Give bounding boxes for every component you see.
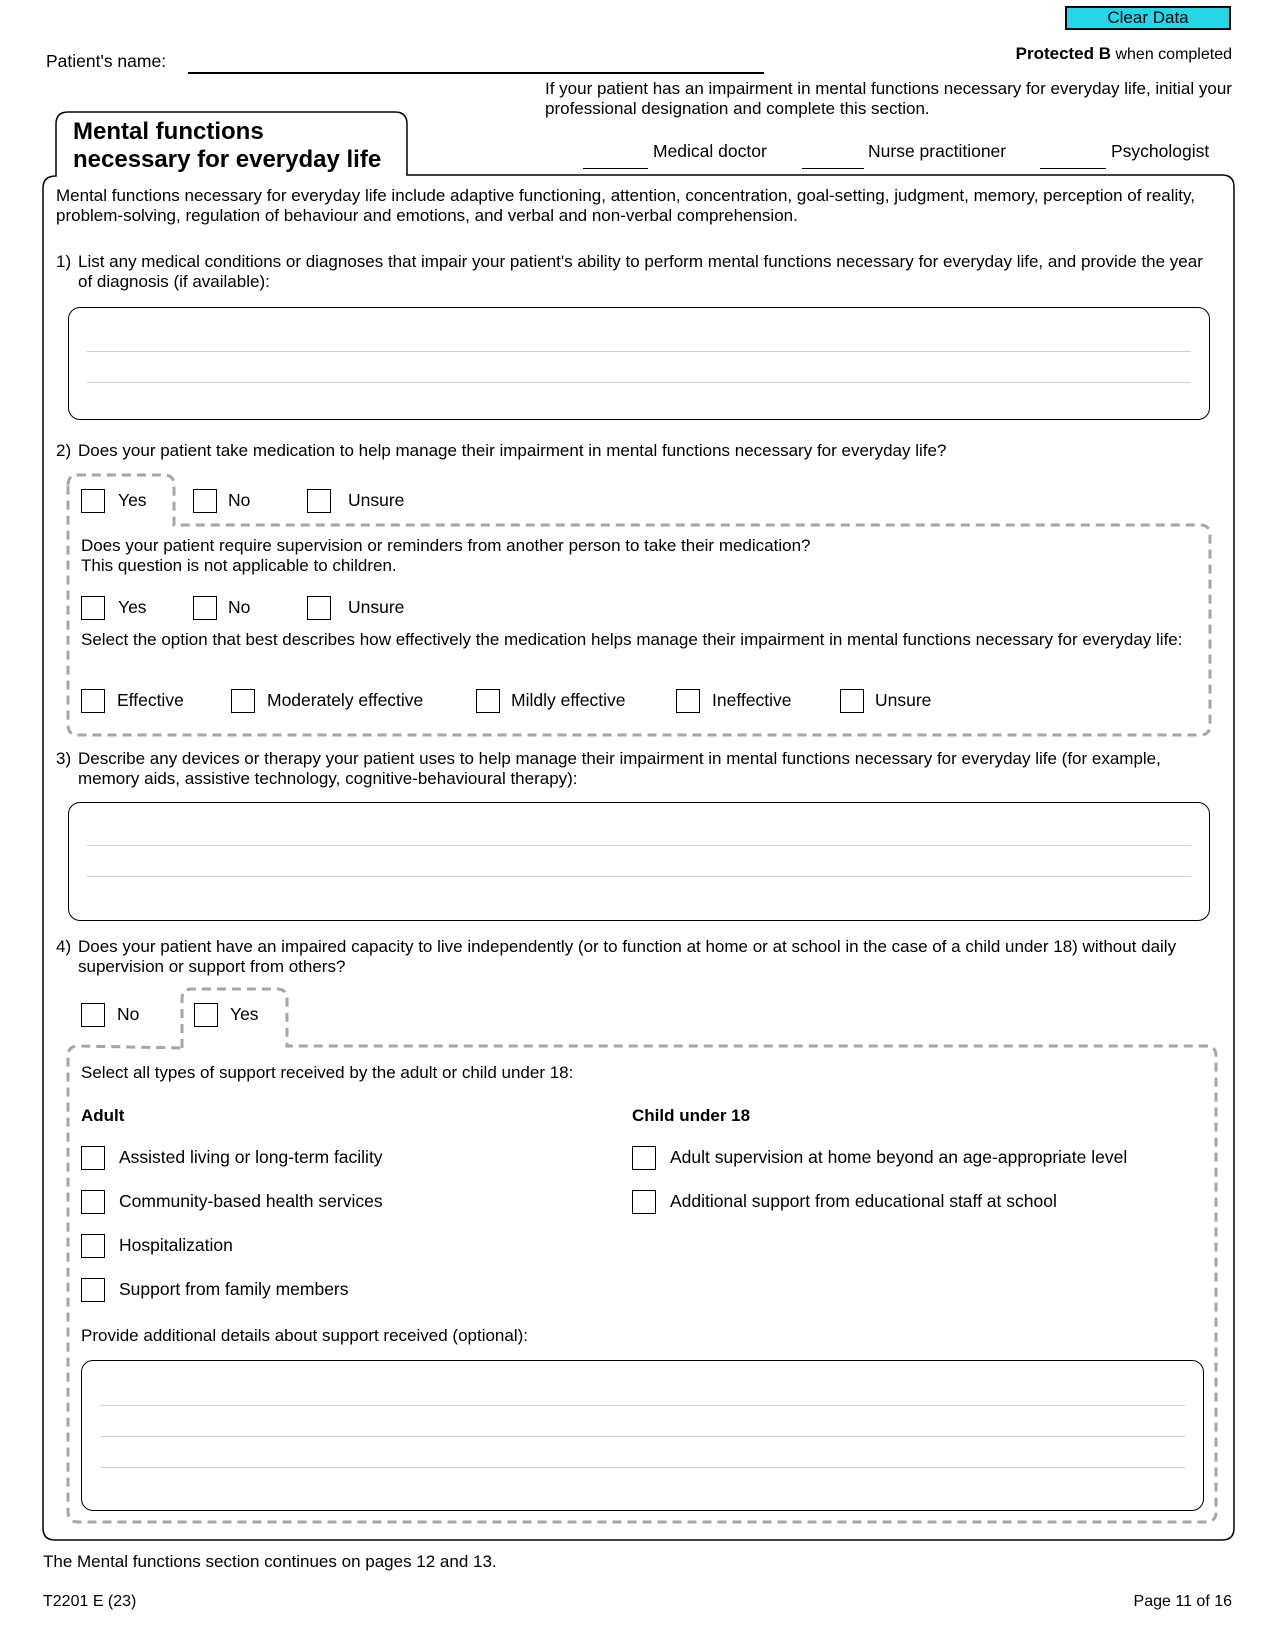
- q3-number: 3): [56, 749, 72, 768]
- q2-sub1-unsure-label: Unsure: [348, 597, 405, 617]
- q4-child-educational-support-checkbox[interactable]: [632, 1190, 656, 1214]
- q2-moderately-effective-label: Moderately effective: [267, 690, 424, 710]
- designation-initial-medical-doctor[interactable]: [583, 168, 648, 169]
- q2-sub2-unsure-checkbox[interactable]: [840, 689, 864, 713]
- q4-no-checkbox[interactable]: [81, 1003, 105, 1027]
- q2-sub1-no-label: No: [228, 597, 251, 617]
- q4-child-heading: Child under 18: [632, 1106, 751, 1125]
- protected-b-suffix: when completed: [1111, 46, 1232, 63]
- q4-adult-community-health-checkbox[interactable]: [81, 1190, 105, 1214]
- q2-sub1-unsure-checkbox[interactable]: [307, 596, 331, 620]
- q2-effective-label: Effective: [117, 690, 184, 710]
- q2-sub1-line1: Does your patient require supervision or reminders from another person to take their medication?: [81, 536, 811, 555]
- q3-text: Describe any devices or therapy your patient uses to help manage their impairment in mental functions necessary for everyday life (for example, memory aids, assistive technology, cognitive-behavioural therapy):: [78, 749, 1161, 788]
- patient-name-label: Patient's name:: [46, 51, 167, 71]
- q4-details-textarea[interactable]: [81, 1360, 1204, 1511]
- q3-textarea[interactable]: [68, 802, 1210, 921]
- q4-adult-hospitalization-label: Hospitalization: [119, 1235, 233, 1255]
- q2-text: Does your patient take medication to help manage their impairment in mental functions necessary for everyday life?: [78, 441, 947, 460]
- q4-yes-label: Yes: [230, 1004, 259, 1024]
- q4-number: 4): [56, 937, 72, 956]
- protected-b-label: Protected B: [1015, 44, 1112, 63]
- q2-mildly-effective-label: Mildly effective: [511, 690, 626, 710]
- q4-adult-assisted-living-checkbox[interactable]: [81, 1146, 105, 1170]
- section-intro: Mental functions necessary for everyday life include adaptive functioning, attention, concentration, goal-setting, judgment, memory, perception of reality, problem-solving, regulation of behaviour and emotions, and verbal and non-verbal comprehension.: [56, 186, 1195, 225]
- q1-number: 1): [56, 252, 72, 271]
- q2-sub1-line2: This question is not applicable to children.: [81, 556, 397, 575]
- q2-sub1-yes-label: Yes: [118, 597, 147, 617]
- q2-no-label: No: [228, 490, 251, 510]
- q2-sub2-unsure-label: Unsure: [875, 690, 932, 710]
- designation-psychologist: Psychologist: [1111, 141, 1210, 161]
- q2-effective-checkbox[interactable]: [81, 689, 105, 713]
- q2-no-checkbox[interactable]: [193, 489, 217, 513]
- page-number: Page 11 of 16: [1133, 1593, 1232, 1610]
- designation-initial-nurse-practitioner[interactable]: [802, 168, 864, 169]
- q4-child-educational-support-label: Additional support from educational staff at school: [670, 1191, 1057, 1211]
- q2-yes-label: Yes: [118, 490, 147, 510]
- designation-initial-psychologist[interactable]: [1040, 168, 1106, 169]
- q4-adult-family-support-label: Support from family members: [119, 1279, 349, 1299]
- q2-moderately-effective-checkbox[interactable]: [231, 689, 255, 713]
- q4-adult-community-health-label: Community-based health services: [119, 1191, 383, 1211]
- continues-note: The Mental functions section continues on pages 12 and 13.: [43, 1552, 497, 1571]
- form-id: T2201 E (23): [43, 1593, 137, 1610]
- q4-yes-checkbox[interactable]: [194, 1003, 218, 1027]
- q1-text: List any medical conditions or diagnoses that impair your patient's ability to perform mental functions necessary for everyday life, and provide the year of diagnosis (if available):: [78, 252, 1203, 291]
- q4-adult-assisted-living-label: Assisted living or long-term facility: [119, 1147, 383, 1167]
- q4-details-prompt: Provide additional details about support received (optional):: [81, 1326, 528, 1345]
- q4-text: Does your patient have an impaired capacity to live independently (or to function at home or at school in the case of a child under 18) without daily supervision or support from others?: [78, 937, 1177, 976]
- q4-support-prompt: Select all types of support received by the adult or child under 18:: [81, 1063, 574, 1082]
- q2-sub1-text: [81, 536, 810, 576]
- q2-sub1-yes-checkbox[interactable]: [81, 596, 105, 620]
- section-title: [73, 118, 381, 174]
- q2-unsure-checkbox[interactable]: [307, 489, 331, 513]
- designation-nurse-practitioner: Nurse practitioner: [868, 141, 1007, 161]
- q2-yes-checkbox[interactable]: [81, 489, 105, 513]
- q4-adult-hospitalization-checkbox[interactable]: [81, 1234, 105, 1258]
- q2-sub2-text: Select the option that best describes how effectively the medication helps manage their impairment in mental functions necessary for everyday life:: [81, 630, 1183, 649]
- clear-data-button[interactable]: Clear Data: [1065, 6, 1231, 30]
- q4-child-adult-supervision-label: Adult supervision at home beyond an age-appropriate level: [670, 1147, 1128, 1167]
- q2-mildly-effective-checkbox[interactable]: [476, 689, 500, 713]
- designation-medical-doctor: Medical doctor: [653, 141, 767, 161]
- q2-ineffective-label: Ineffective: [712, 690, 792, 710]
- q4-adult-heading: Adult: [81, 1106, 125, 1125]
- q2-unsure-label: Unsure: [348, 490, 405, 510]
- q2-number: 2): [56, 441, 72, 460]
- q4-child-adult-supervision-checkbox[interactable]: [632, 1146, 656, 1170]
- q2-sub1-no-checkbox[interactable]: [193, 596, 217, 620]
- q2-ineffective-checkbox[interactable]: [676, 689, 700, 713]
- q4-adult-family-support-checkbox[interactable]: [81, 1278, 105, 1302]
- q4-no-label: No: [117, 1004, 140, 1024]
- section-instruction: If your patient has an impairment in mental functions necessary for everyday life, initial your professional designation and complete this section.: [545, 79, 1232, 118]
- section-title-line1: Mental functions: [73, 118, 264, 145]
- section-title-line2: necessary for everyday life: [73, 146, 382, 173]
- q1-textarea[interactable]: [68, 307, 1210, 420]
